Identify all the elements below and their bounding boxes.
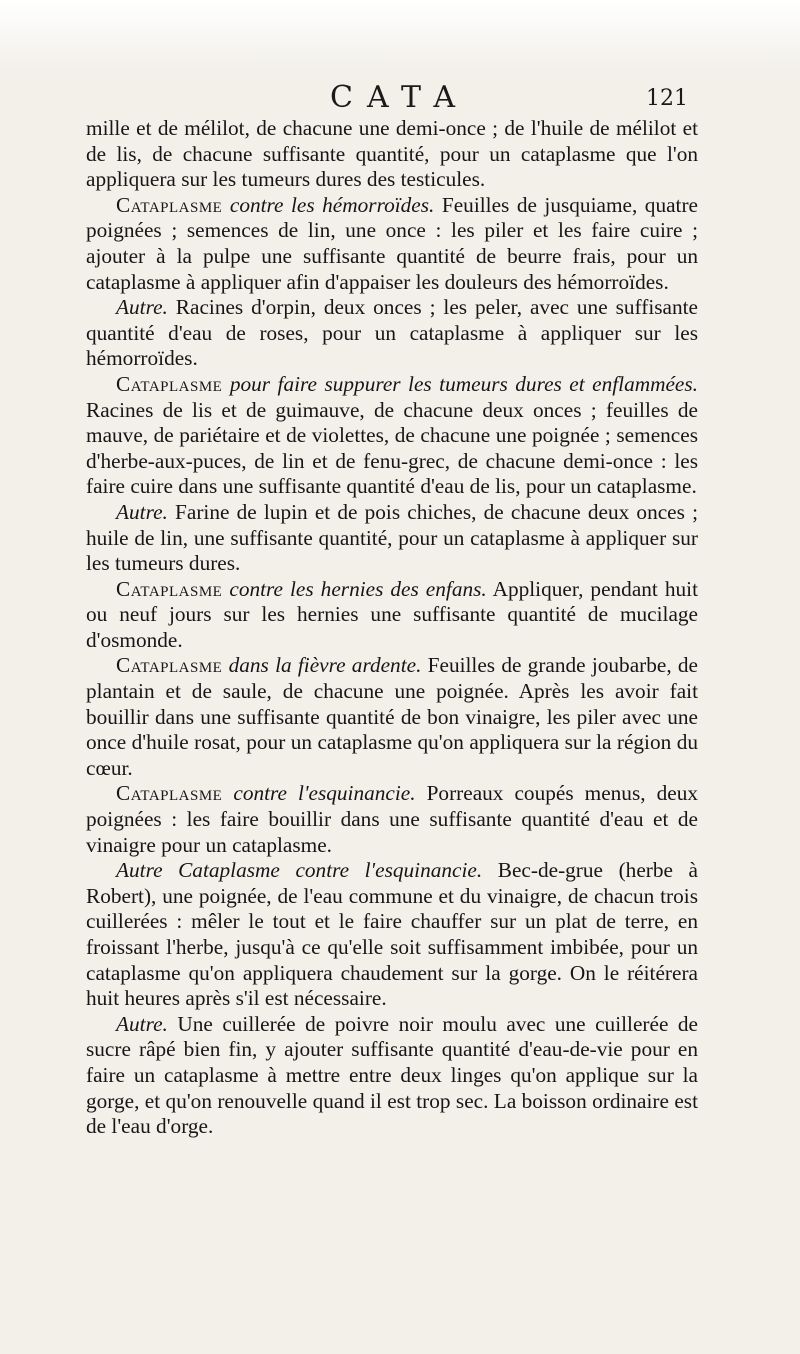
entry-body: Racines d'orpin, deux onces ; les peler, avec une suffisante quantité d'eau de roses, pour un cataplasme à appliquer sur les hémorroïdes. <box>86 295 698 371</box>
entry-head: Cataplasme <box>116 653 223 678</box>
entry-body: Bec-de-grue (herbe à Robert), une poignée, de l'eau commune et du vinaigre, de chacun trois cuillerées : mêler le tout et le faire chauffer sur un plat de terre, en froissant l'herbe, jusqu'à ce qu'elle soit suffisamment imbibée, pour un cataplasme qu'on appliquera chaudement sur la gorge. On le réitérera huit heures après s'il est nécessaire. <box>86 858 699 1011</box>
entry-body: Farine de lupin et de pois chiches, de chacune deux onces ; huile de lin, une suffisante quantité, pour un cataplasme à appliquer sur les tumeurs dures. <box>86 499 698 576</box>
entry-title: Autre. <box>116 499 168 524</box>
entry-autre-3 <box>86 1012 698 1140</box>
entry-suppurer <box>86 372 698 500</box>
entry-title: contre les hernies des enfans. <box>229 576 487 601</box>
entry-body: Porreaux coupés menus, deux poignées : les faire bouillir dans une suffisante quantité d'eau et de vinaigre pour un cataplasme. <box>86 781 698 857</box>
page-number: 121 <box>646 86 688 111</box>
entry-fievre <box>86 653 698 781</box>
entry-title: Autre. <box>116 295 168 320</box>
entry-title: Autre. <box>116 1011 168 1036</box>
entry-hemorroides <box>86 193 698 295</box>
entry-title: contre les hémorroïdes. <box>229 192 435 217</box>
entry-title: pour faire suppurer les tumeurs dures et enflammées. <box>229 371 698 396</box>
page-header <box>0 80 800 120</box>
entry-body: Appliquer, pendant huit ou neuf jours sur les hernies une suffisante quantité de mucilage d'osmonde. <box>86 576 698 652</box>
entry-body: Feuilles de grande joubarbe, de plantain et de saule, de chacune une poignée. Après les avoir fait bouillir dans une suffisante quantité de bon vinaigre, les piler avec une once d'huile rosat, pour un cataplasme qu'on appliquera sur la région du cœur. <box>86 653 699 780</box>
entry-head: Cataplasme <box>116 192 223 217</box>
entry-head: Cataplasme <box>116 576 223 601</box>
running-title: CATA <box>330 80 470 115</box>
entry-body: Une cuillerée de poivre noir moulu avec une cuillerée de sucre râpé bien fin, y ajouter suffisante quantité d'eau-de-vie pour en faire un cataplasme à mettre entre deux linges qu'on applique sur la gorge, et qu'on renouvelle quand il est trop sec. La boisson ordinaire est de l'eau d'orge. <box>86 1011 698 1139</box>
entry-title: contre l'esquinancie. <box>233 781 416 806</box>
entry-body: Racines de lis et de guimauve, de chacune deux onces ; feuilles de mauve, de pariétaire et de violettes, de chacune une poignée ; semences d'herbe-aux-puces, de lin et de fenu-grec, de chacune demi-once : les faire cuire dans une suffisante quantité d'eau de lis, pour un cataplasme. <box>86 397 698 499</box>
entry-autre-2 <box>86 500 698 577</box>
entry-esquinancie <box>86 781 698 858</box>
entry-autre-1 <box>86 295 698 372</box>
paragraph-continued <box>86 116 698 193</box>
entry-title: Autre Cataplasme contre l'esquinancie. <box>116 858 483 883</box>
paragraph-text: mille et de mélilot, de chacune une demi-once ; de l'huile de mélilot et de lis, de chacune suffisante quantité, pour un cataplasme que l'on appliquera sur les tumeurs dures des testicules. <box>86 116 698 192</box>
body-text <box>86 116 698 1140</box>
entry-hernies <box>86 577 698 654</box>
page-top-shading <box>0 0 800 70</box>
entry-head: Cataplasme <box>116 781 223 806</box>
entry-body: Feuilles de jusquiame, quatre poignées ; semences de lin, une once : les piler et les faire cuire ; ajouter à la pulpe une suffisante quantité de beurre frais, pour un cataplasme à appliquer afin d'appaiser les douleurs des hémorroïdes. <box>86 192 699 294</box>
entry-autre-esquinancie <box>86 858 698 1012</box>
entry-title: dans la fièvre ardente. <box>228 653 422 678</box>
entry-head: Cataplasme <box>116 371 223 396</box>
